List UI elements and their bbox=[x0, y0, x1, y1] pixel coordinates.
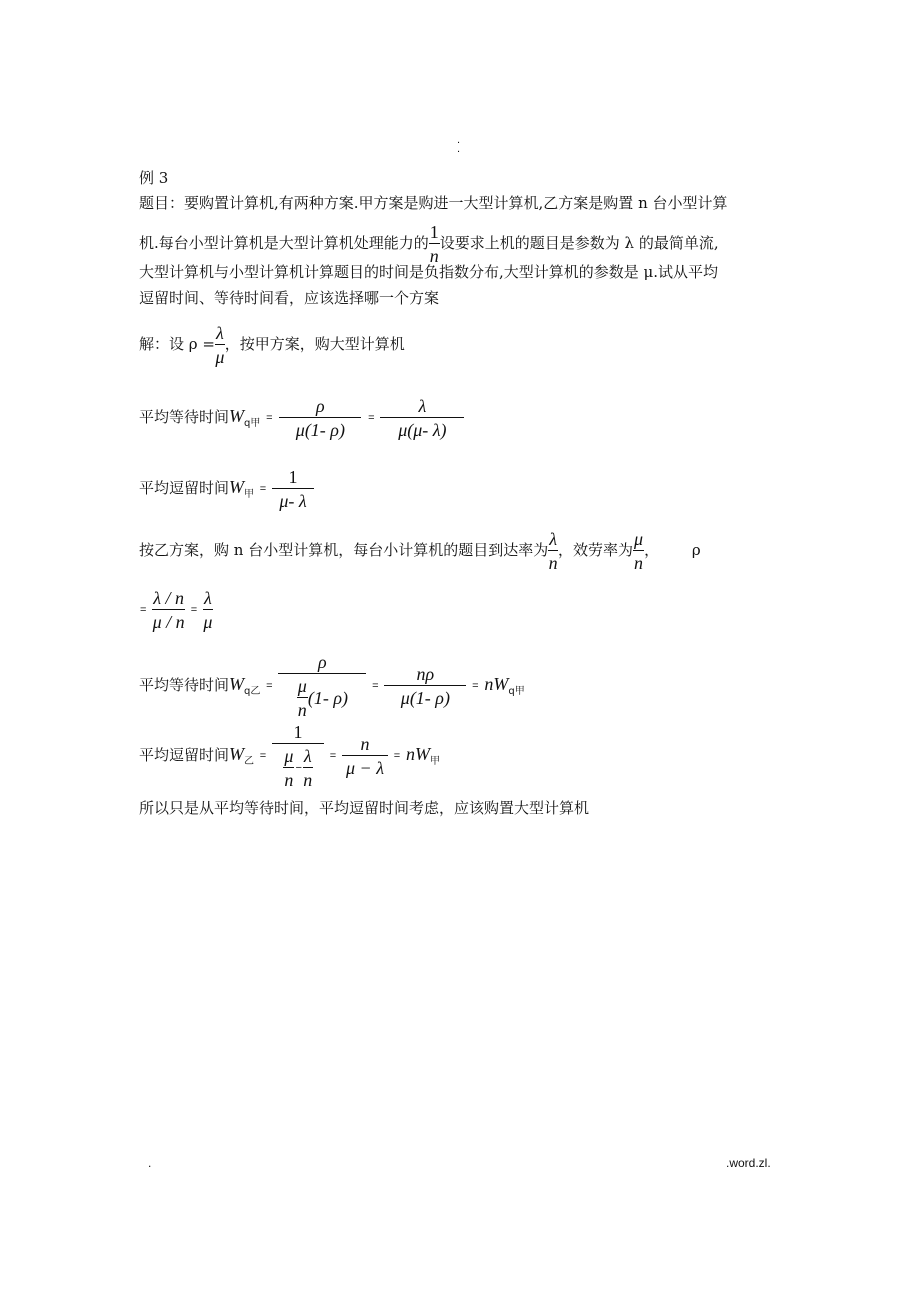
fraction-lambda-over-mu-mu-minus-lambda: $\frac{\lambda}{\mu(\mu- \lambda)}$ bbox=[380, 396, 464, 440]
footer-right-text: .word.zl. bbox=[726, 1156, 771, 1170]
fraction-lambda-over-mu: $\frac{\lambda}{\mu}$ bbox=[215, 323, 225, 367]
formula-rho-plan-b: = $\frac{\lambda / n}{\mu / n}$ = $\frac{\lambda}{\mu}$ bbox=[140, 588, 213, 632]
header-dot: . bbox=[457, 143, 461, 155]
fraction-rho-over-mu-one-minus-rho: $\frac{\rho}{\mu(1- \rho)}$ bbox=[278, 396, 362, 440]
fraction-n-over-mu-minus-lambda: $\frac{n}{\mu - \lambda}$ bbox=[342, 734, 388, 778]
rho-symbol: ρ bbox=[691, 541, 701, 559]
problem-line-1: 题目：要购置计算机,有两种方案.甲方案是购进一大型计算机,乙方案是购置 n 台小型计算 bbox=[139, 194, 728, 212]
problem-line-3: 大型计算机与小型计算机计算题目的时间是负指数分布,大型计算机的参数是 μ.试从平均 bbox=[139, 263, 719, 281]
fraction-rho-over-mu-n-one-minus-rho: ρ $\frac{\mu}{n}$ (1- ρ) bbox=[278, 652, 366, 720]
fraction-one-over-mu-minus-lambda: $\frac{1}{\mu- \lambda}$ bbox=[272, 467, 314, 511]
plan-b-text: 按乙方案，购 n 台小型计算机，每台小计算机的题目到达率为 $\frac{\lambda}{n}$ ，效劳率为 $\frac{\mu}{n}$ ， ρ bbox=[139, 529, 701, 573]
formula-wait-plan-b: 平均等待时间$W_{q乙}$ = ρ $\frac{\mu}{n}$ (1- ρ) = $\frac{n\rho}{\mu(1- \rho)}$ = $nW_{q甲}$ bbox=[139, 652, 525, 720]
formula-stay-plan-a: 平均逗留时间$W_甲$ = $\frac{1}{\mu- \lambda}$ bbox=[139, 467, 314, 511]
fraction-one-over-mu-n-minus-lambda-n: 1 $\frac{\mu}{n}$ − $\frac{\lambda}{n}$ bbox=[272, 722, 324, 790]
conclusion: 所以只是从平均等待时间，平均逗留时间考虑，应该购置大型计算机 bbox=[139, 799, 590, 817]
formula-wait-plan-a: 平均等待时间$W_{q甲}$ = $\frac{\rho}{\mu(1- \rho)}$ = $\frac{\lambda}{\mu(\mu- \lambda)}$ bbox=[139, 396, 464, 440]
formula-stay-plan-b: 平均逗留时间$W_乙$ = 1 $\frac{\mu}{n}$ − $\frac{\lambda}{n}$ = $\frac{n}{\mu - \lambda}$ = $nW_甲$ bbox=[139, 722, 441, 790]
solution-intro: 解：设 ρ = $\frac{\lambda}{\mu}$ ，按甲方案，购大型计算机 bbox=[139, 323, 405, 367]
example-title: 例 3 bbox=[139, 169, 169, 187]
fraction-lambda-over-mu-2: $\frac{\lambda}{\mu}$ bbox=[203, 588, 213, 632]
header-marks bbox=[457, 136, 460, 154]
footer-left-mark: . bbox=[148, 1156, 152, 1170]
fraction-lambda-n-over-mu-n: $\frac{\lambda / n}{\mu / n}$ bbox=[152, 588, 185, 632]
problem-line-4: 逗留时间、等待时间看，应该选择哪一个方案 bbox=[139, 289, 440, 307]
fraction-mu-over-n: $\frac{\mu}{n}$ bbox=[634, 529, 644, 573]
fraction-lambda-over-n: $\frac{\lambda}{n}$ bbox=[548, 529, 558, 573]
fraction-n-rho-over-mu-one-minus-rho: $\frac{n\rho}{\mu(1- \rho)}$ bbox=[384, 664, 466, 708]
fraction-one-over-n: $\frac{1}{n}$ bbox=[429, 222, 439, 266]
header-dot: . bbox=[457, 134, 461, 146]
problem-line-2: 机.每台小型计算机是大型计算机处理能力的 $\frac{1}{n}$ 设要求上机的题目是参数为 λ 的最简单流, bbox=[139, 222, 719, 266]
